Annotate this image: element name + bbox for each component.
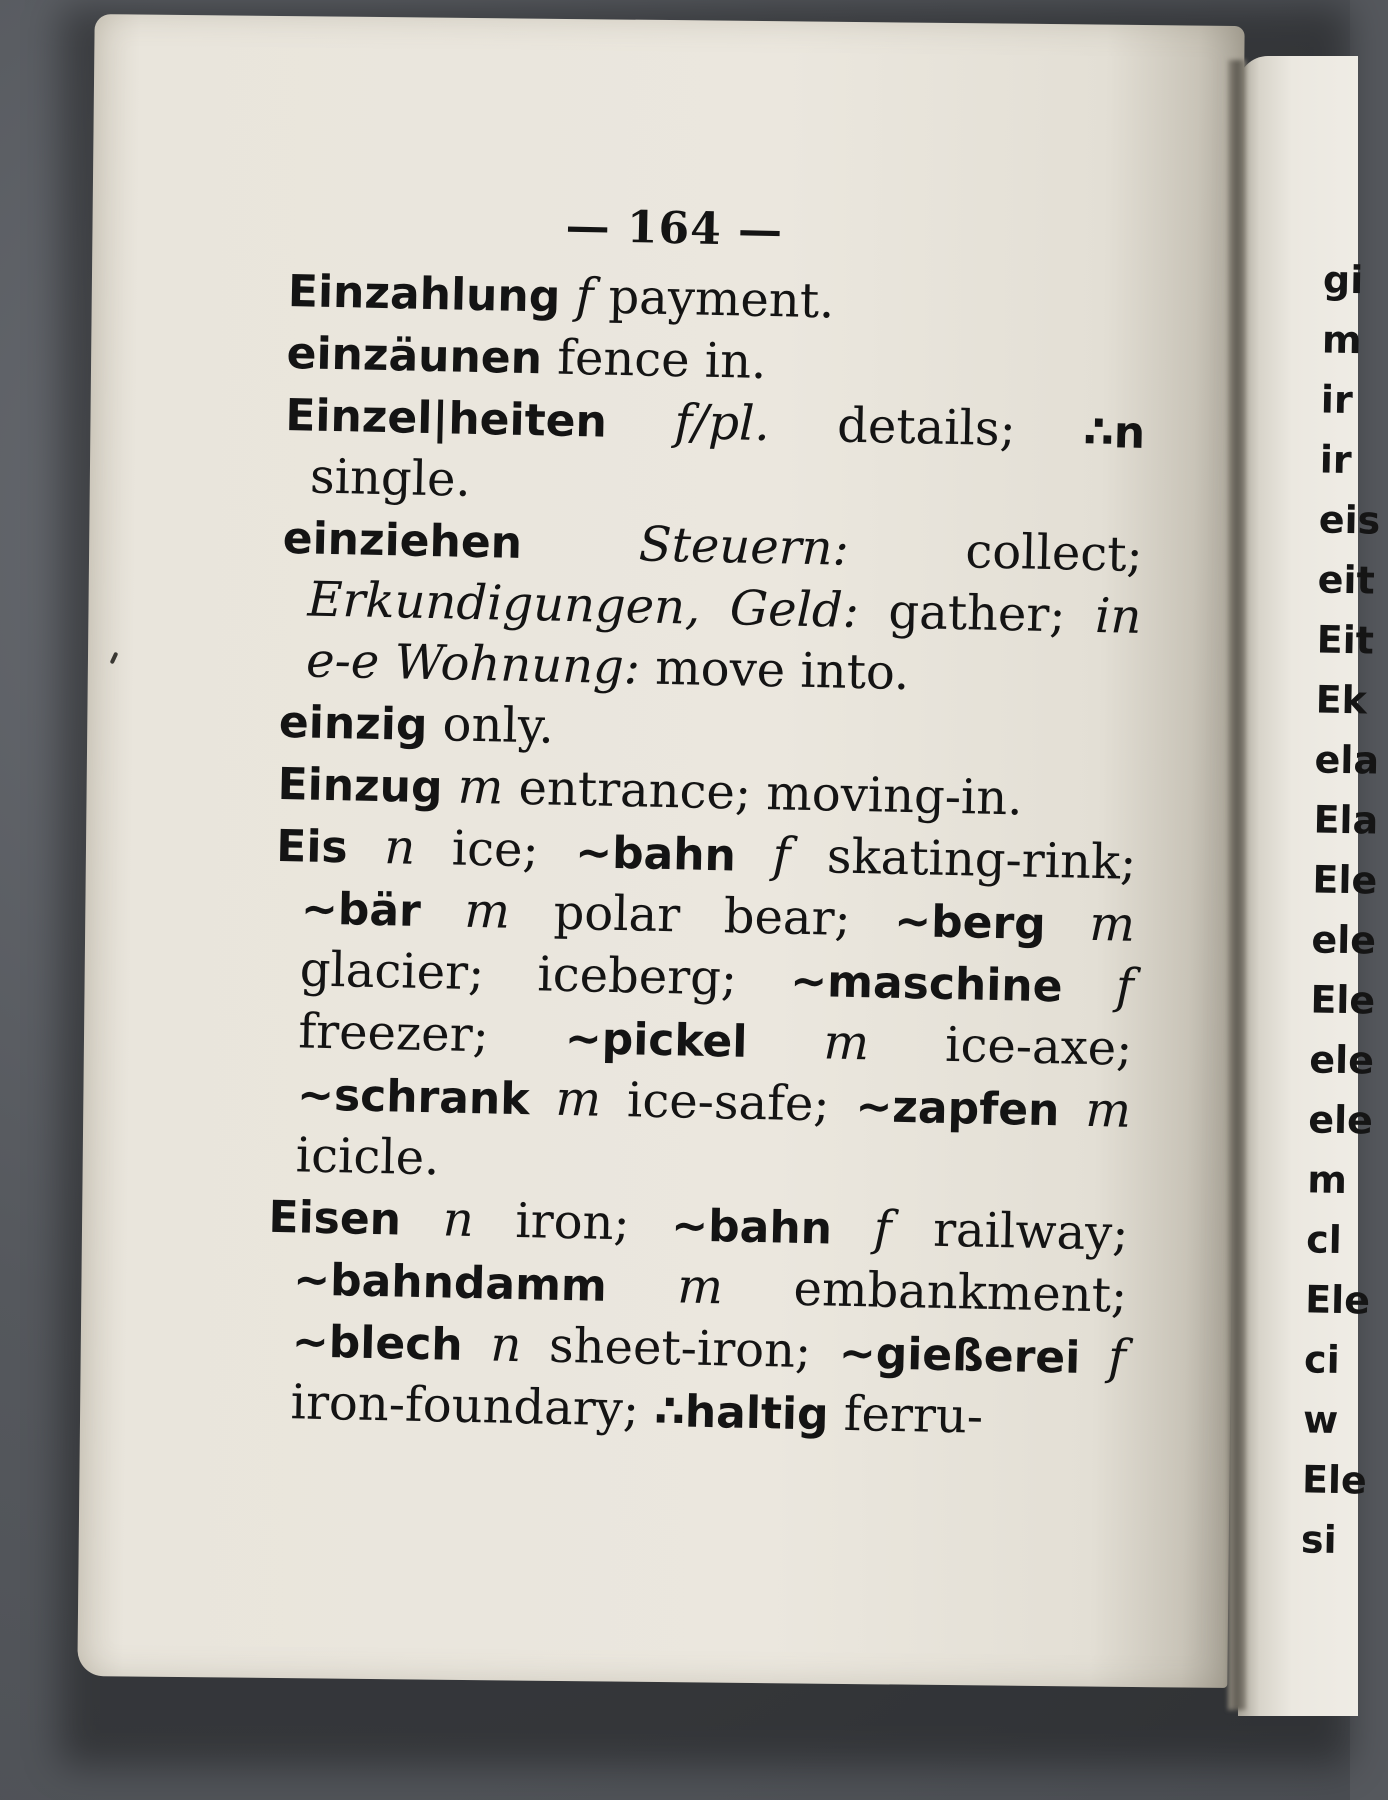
translation: skating-rink;: [826, 828, 1137, 891]
grammar-label: n: [462, 1315, 550, 1374]
grammar-label: f: [831, 1199, 934, 1258]
dictionary-column: [264, 195, 1150, 1452]
facing-page-fragment: ele: [1311, 917, 1377, 963]
facing-page-fragment: Ela: [1313, 797, 1379, 843]
facing-page-fragment: ci: [1303, 1337, 1341, 1383]
subentry-word: ~gießerei: [838, 1327, 1081, 1384]
translation: ice-axe;: [944, 1016, 1133, 1077]
headword: einzäunen: [286, 327, 543, 385]
facing-page-fragment: Eit: [1316, 617, 1375, 663]
subentry-word: ~berg: [893, 895, 1047, 950]
facing-page-fragment: Ele: [1312, 857, 1378, 903]
grammar-label: f/pl.: [606, 392, 838, 454]
grammar-label: m: [420, 881, 555, 941]
grammar-label: m: [1045, 894, 1136, 953]
facing-page-fragment: Ele: [1310, 977, 1376, 1023]
grammar-label: f: [735, 826, 828, 885]
subentry-word: ~maschine: [789, 955, 1064, 1013]
translation: ice-safe;: [626, 1072, 857, 1134]
subentry-word: ∴haltig: [653, 1385, 830, 1441]
subentry-word: ~blech: [291, 1316, 464, 1371]
translation: payment.: [607, 268, 835, 330]
translation: embankment;: [793, 1260, 1128, 1324]
translation: iron;: [514, 1192, 672, 1253]
facing-page-fragment: w: [1302, 1397, 1339, 1443]
subentry-word: ~bahn: [670, 1200, 833, 1255]
translation: fence in.: [541, 329, 767, 391]
grammar-label: f: [1079, 1328, 1127, 1386]
subentry-word: ~pickel: [564, 1012, 748, 1068]
translation: details;: [836, 397, 1084, 459]
facing-page-fragment: ele: [1309, 1037, 1375, 1083]
subentry-word: ∴n: [1082, 406, 1146, 459]
facing-page-fragment: Ek: [1315, 677, 1368, 723]
headword: Eisen: [268, 1191, 402, 1246]
grammar-label: f: [1061, 957, 1135, 1015]
entry-eisen: [264, 1186, 1129, 1452]
facing-page-fragment: m: [1306, 1157, 1348, 1203]
headword: Einzel|heiten: [284, 389, 608, 448]
translation: icicle.: [295, 1127, 440, 1187]
grammar-label: m: [529, 1070, 628, 1129]
facing-page-fragment: eit: [1317, 557, 1376, 603]
grammar-label: f: [559, 267, 610, 325]
facing-page-fragment: ir: [1319, 437, 1353, 483]
grammar-label: n: [347, 818, 453, 877]
facing-page-fragment: Ele: [1304, 1277, 1371, 1323]
entry-einzelheiten: [283, 384, 1145, 525]
facing-page-fragment: cl: [1305, 1217, 1343, 1263]
translation: sheet-iron;: [548, 1317, 840, 1380]
facing-page-fragment: Ele: [1301, 1457, 1368, 1503]
facing-page-fragment: gi: [1322, 257, 1364, 303]
translation: polar bear;: [553, 884, 895, 948]
translation: glacier; iceberg;: [299, 941, 791, 1008]
headword: einzig: [278, 696, 428, 751]
translation: freezer;: [297, 1003, 566, 1065]
subentry-word: ~zapfen: [854, 1081, 1060, 1137]
entry-einziehen: [280, 507, 1144, 709]
facing-page-fragment: ela: [1314, 737, 1380, 783]
subentry-word: ~bahn: [574, 827, 737, 882]
context-label: in e-e Wohnung:: [305, 587, 1142, 696]
subentry-word: ~schrank: [296, 1069, 531, 1126]
translation: single.: [309, 448, 472, 508]
headword: Einzahlung: [287, 265, 561, 323]
subentry-word: ~bär: [300, 883, 422, 937]
translation: railway;: [932, 1201, 1130, 1262]
grammar-label: m: [1058, 1081, 1132, 1139]
translation: ferru-: [827, 1385, 984, 1445]
translation: iron-foundary;: [290, 1374, 655, 1438]
facing-page-fragment: eis: [1318, 497, 1381, 543]
translation: move into.: [654, 639, 910, 702]
grammar-label: m: [441, 758, 520, 816]
entry-eis: [269, 815, 1137, 1204]
facing-page-fragment: ele: [1307, 1097, 1374, 1143]
book-gutter: [1228, 60, 1246, 1710]
translation: gather;: [887, 583, 1096, 644]
translation: only.: [426, 695, 555, 755]
headword: Eis: [275, 820, 349, 874]
page-number: — 164 —: [565, 200, 784, 257]
headword: Einzug: [277, 758, 444, 814]
grammar-label: m: [606, 1256, 795, 1317]
headword: einziehen: [282, 512, 523, 569]
context-label: Erkundigungen, Geld:: [306, 571, 890, 640]
grammar-label: n: [400, 1190, 516, 1249]
translation: collect;: [964, 523, 1144, 583]
translation: ice;: [451, 820, 576, 880]
translation: entrance; moving-in.: [517, 759, 1024, 827]
grammar-label: m: [746, 1012, 946, 1073]
context-label: Steuern:: [521, 513, 967, 580]
subentry-word: ~bahndamm: [292, 1254, 608, 1312]
facing-page-fragment: si: [1300, 1517, 1338, 1562]
facing-page-fragment: ir: [1320, 377, 1354, 423]
facing-page-fragment: m: [1321, 317, 1362, 363]
